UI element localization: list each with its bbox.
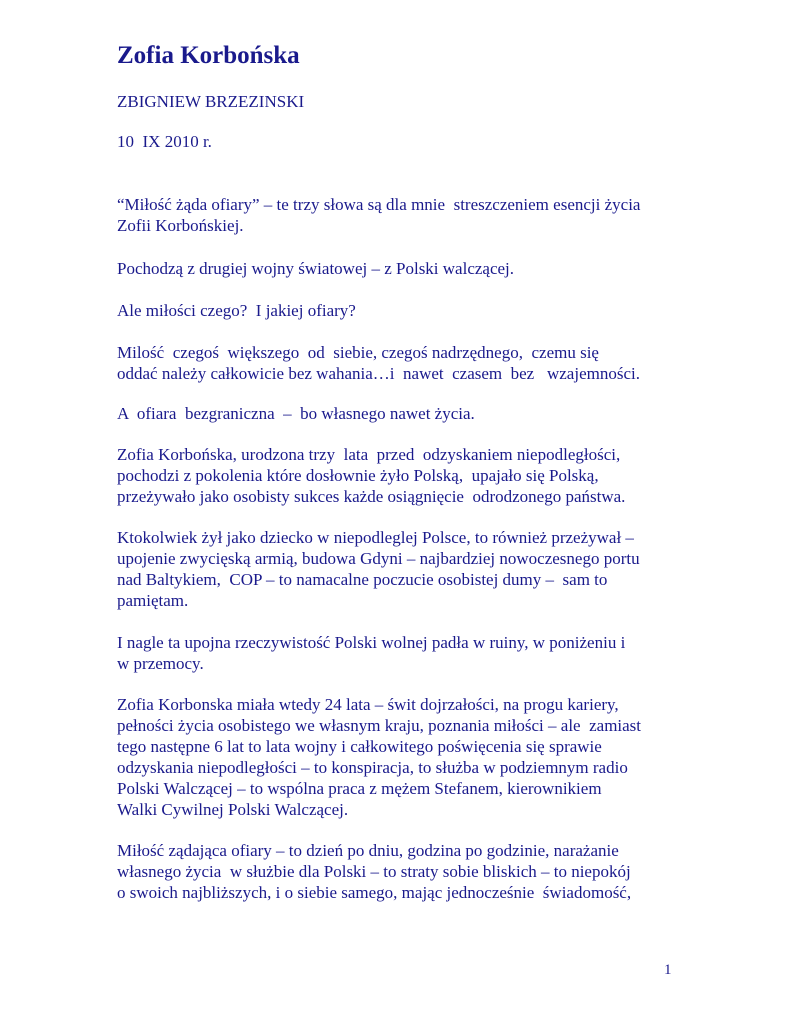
paragraph: [117, 632, 625, 674]
text-line: Zofii Korbońskiej.: [117, 216, 244, 235]
text-line: pochodzi z pokolenia które dosłownie żyło Polską, upajało się Polską,: [117, 466, 599, 485]
text-line: pełności życia osobistego we własnym kraju, poznania miłości – ale zamiast: [117, 716, 642, 735]
text-line: Zofia Korbońska, urodzona trzy lata przed odzyskaniem niepodległości,: [117, 445, 621, 464]
paragraph: [117, 444, 625, 507]
text-line: tego następne 6 lat to lata wojny i całkowitego poświęcenia się sprawie: [117, 737, 602, 756]
paragraph: [117, 840, 631, 903]
text-line: Ktokolwiek żył jako dziecko w niepodleglej Polsce, to również przeżywał –: [117, 528, 634, 547]
document-date: 10 IX 2010 r.: [117, 132, 212, 151]
page-number: 1: [664, 962, 672, 978]
text-line: odzyskania niepodległości – to konspiracja, to służba w podziemnym radio: [117, 758, 628, 777]
text-line: “Miłość żąda ofiary” – te trzy słowa są dla mnie streszczeniem esencji życia: [117, 195, 641, 214]
text-line: Milość czegoś większego od siebie, czegoś nadrzędnego, czemu się: [117, 343, 599, 362]
text-line: o swoich najbliższych, i o siebie samego, mając jednocześnie świadomość,: [117, 883, 632, 902]
text-line: A ofiara bezgraniczna – bo własnego nawet życia.: [117, 404, 475, 423]
text-line: Miłość ządająca ofiary – to dzień po dniu, godzina po godzinie, narażanie: [117, 841, 619, 860]
paragraph: [117, 342, 640, 384]
paragraph: [117, 527, 640, 611]
text-line: Ale miłości czego? I jakiej ofiary?: [117, 301, 356, 320]
text-line: oddać należy całkowicie bez wahania…i nawet czasem bez wzajemności.: [117, 364, 640, 383]
text-line: nad Baltykiem, COP – to namacalne poczucie osobistej dumy – sam to: [117, 570, 608, 589]
paragraph: [117, 403, 475, 424]
text-line: w przemocy.: [117, 654, 204, 673]
text-line: pamiętam.: [117, 591, 189, 610]
text-line: przeżywało jako osobisty sukces każde osiągnięcie odrodzonego państwa.: [117, 487, 626, 506]
paragraph: [117, 258, 514, 279]
text-line: Zofia Korbonska miała wtedy 24 lata – świt dojrzałości, na progu kariery,: [117, 695, 619, 714]
text-line: Pochodzą z drugiej wojny światowej – z Polski walczącej.: [117, 259, 515, 278]
paragraph: [117, 694, 641, 820]
text-line: własnego życia w służbie dla Polski – to straty sobie bliskich – to niepokój: [117, 862, 631, 881]
paragraph: [117, 194, 640, 236]
paragraph: [117, 300, 356, 321]
text-line: Polski Walczącej – to wspólna praca z mężem Stefanem, kierownikiem: [117, 779, 602, 798]
author-name: ZBIGNIEW BRZEZINSKI: [117, 92, 305, 111]
text-line: I nagle ta upojna rzeczywistość Polski wolnej padła w ruiny, w poniżeniu i: [117, 633, 626, 652]
text-line: Walki Cywilnej Polski Walczącej.: [117, 800, 349, 819]
document-title: Zofia Korbońska: [117, 42, 300, 69]
text-line: upojenie zwycięską armią, budowa Gdyni – najbardziej nowoczesnego portu: [117, 549, 640, 568]
